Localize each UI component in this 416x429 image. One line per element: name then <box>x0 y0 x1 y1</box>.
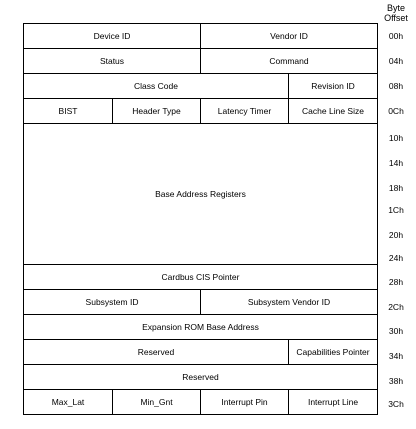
offset-label: 30h <box>388 326 404 336</box>
offset-label: 14h <box>388 158 404 168</box>
offset-label: 18h <box>388 183 404 193</box>
pci-config-header-table <box>23 23 378 415</box>
row-cardbus-cis <box>23 265 378 290</box>
cell-cache-line-size: Cache Line Size <box>288 99 377 123</box>
cell-header-type: Header Type <box>112 99 200 123</box>
cell-expansion-rom-base-address: Expansion ROM Base Address <box>142 322 259 332</box>
row-base-address-registers <box>23 124 378 265</box>
row-expansion-rom <box>23 315 378 340</box>
row-bist-header-latency-cache <box>23 99 378 124</box>
cell-subsystem-vendor-id: Subsystem Vendor ID <box>200 290 377 314</box>
offset-label: 24h <box>388 253 404 263</box>
offset-label: 04h <box>388 56 404 66</box>
cell-capabilities-pointer: Capabilities Pointer <box>288 340 377 364</box>
offset-label: 28h <box>388 277 404 287</box>
offset-label: 34h <box>388 351 404 361</box>
offset-label: 2Ch <box>388 302 404 312</box>
cell-class-code: Class Code <box>134 81 178 91</box>
cell-interrupt-line: Interrupt Line <box>288 390 377 414</box>
header-line-1: Byte <box>386 3 405 13</box>
cell-reserved-1: Reserved <box>137 347 175 357</box>
row-device-vendor <box>23 23 378 49</box>
offset-label: 1Ch <box>388 205 404 215</box>
cell-min-gnt: Min_Gnt <box>112 390 200 414</box>
offset-label: 20h <box>388 230 404 240</box>
offset-label: 3Ch <box>388 399 404 409</box>
cell-revision-id: Revision ID <box>288 74 377 98</box>
row-reserved <box>23 365 378 390</box>
row-subsystem <box>23 290 378 315</box>
cell-interrupt-pin: Interrupt Pin <box>200 390 288 414</box>
offset-label: 08h <box>388 81 404 91</box>
offset-label: 00h <box>388 31 404 41</box>
byte-offset-header <box>381 3 411 23</box>
row-reserved-capabilities <box>23 340 378 365</box>
cell-reserved-2: Reserved <box>182 372 219 382</box>
offset-label: 10h <box>388 133 404 143</box>
cell-vendor-id: Vendor ID <box>200 24 377 48</box>
row-class-revision <box>23 74 378 99</box>
cell-cardbus-cis-pointer: Cardbus CIS Pointer <box>161 272 240 282</box>
offset-label: 38h <box>388 376 404 386</box>
cell-command: Command <box>200 49 377 73</box>
row-status-command <box>23 49 378 74</box>
cell-max-lat: Max_Lat <box>51 397 85 407</box>
header-line-2: Offset <box>384 13 408 23</box>
cell-subsystem-id: Subsystem ID <box>85 297 139 307</box>
cell-latency-timer: Latency Timer <box>200 99 288 123</box>
cell-status: Status <box>99 56 125 66</box>
row-interrupts <box>23 390 378 415</box>
cell-base-address-registers: Base Address Registers <box>155 189 246 199</box>
cell-bist: BIST <box>58 106 78 116</box>
offset-label: 0Ch <box>388 106 404 116</box>
cell-device-id: Device ID <box>93 31 131 41</box>
